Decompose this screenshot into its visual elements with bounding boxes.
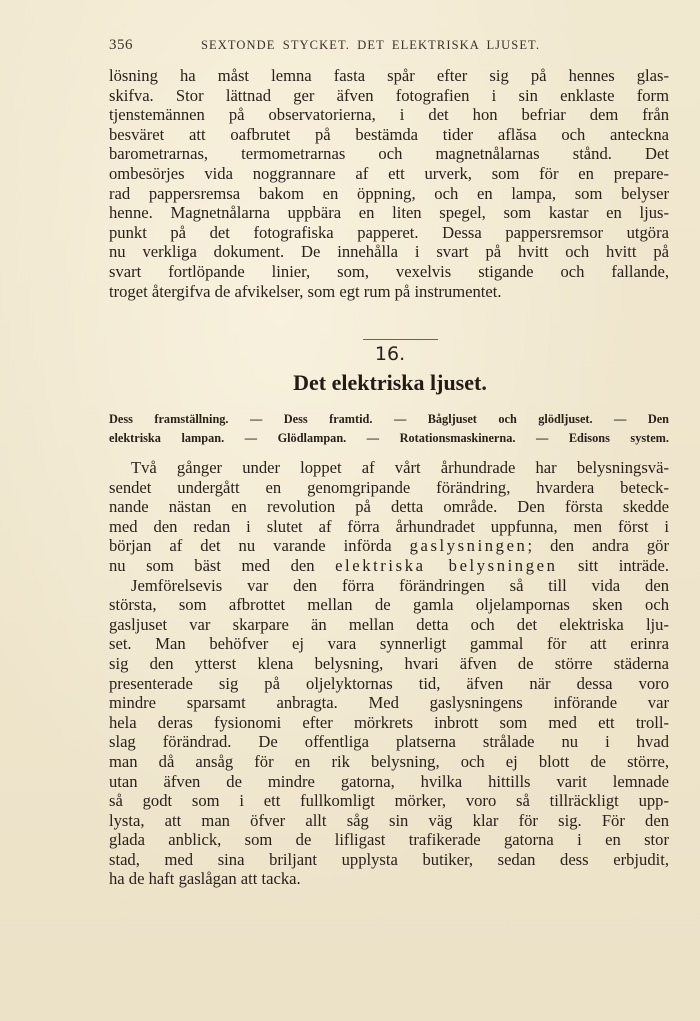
text-line: presenterade sig på oljelyktornas tid, äfven när dessa voro — [109, 673, 669, 693]
text-line: utan äfven de mindre gatorna, hvilka hittills varit lemnade — [109, 771, 669, 791]
text-line: tjenstemännen på observatorierna, i det hon befriar dem från — [109, 105, 669, 125]
text-line: henne. Magnetnålarna uppbära en liten spegel, som kastar en ljus- — [109, 203, 669, 223]
text-line: glada anblick, som de lifligast trafikerade gatorna i en stor — [109, 830, 669, 850]
text-line: nu verkliga dokument. De innehålla i svart på hvitt och hvitt på — [109, 242, 669, 262]
text-line: ha de haft gaslågan att tacka. — [109, 869, 301, 889]
text-line-content: Två gånger under loppet af vårt århundrade har belysningsvä- — [131, 458, 669, 477]
text-line: nande nästan en revolution på detta område. Den första skedde — [109, 497, 669, 517]
text-line: slag förändrad. De offentliga platserna strålade nu i hvad — [109, 732, 669, 752]
text-line — [109, 536, 669, 556]
text-line: rad pappersremsa bakom en öppning, och en lampa, som belyser — [109, 183, 669, 203]
emphasized-term: elektriska belysningen — [335, 555, 558, 575]
section-body — [109, 458, 669, 889]
text-line: gasljuset var skarpare än mellan detta och det elektriska lju- — [109, 614, 669, 634]
text-line: skifva. Stor lättnad ger äfven fotografien i sin enklaste form — [109, 85, 669, 105]
section-divider — [363, 339, 438, 340]
text-line: ombesörjes vida noggrannare af ett urverk, som för en prepare- — [109, 163, 669, 183]
text-line — [109, 556, 669, 576]
text-line: hela deras fysionomi efter mörkrets inbrott som med ett troll- — [109, 712, 669, 732]
text-segment: början af det nu varande införda — [109, 536, 410, 556]
text-line-content: Jemförelsevis var den förra förändringen så till vida den — [131, 575, 669, 595]
text-segment: ; den andra gör — [527, 536, 669, 556]
text-line: stad, med sina briljant upplysta butiker, sedan dess erbjudit, — [109, 849, 669, 869]
text-line — [109, 576, 669, 596]
summary-line: elektriska lampan. — Glödlampan. — Rotationsmaskinerna. — Edisons system. — [109, 431, 669, 445]
text-line — [109, 458, 669, 478]
text-line: svart fortlöpande linier, som, vexelvis stigande och fallande, — [109, 261, 669, 281]
summary-line: Dess framställning. — Dess framtid. — Bågljuset och glödljuset. — Den — [109, 412, 669, 426]
paragraph-continued — [109, 66, 669, 301]
text-line: man då ansåg för en rik belysning, och ej blott de större, — [109, 751, 669, 771]
emphasized-term: gaslysningen — [409, 536, 528, 556]
text-line: punkt på det fotografiska papperet. Dessa pappersremsor utgöra — [109, 222, 669, 242]
text-line: med den redan i slutet af förra århundradet uppfunna, men först i — [109, 516, 669, 536]
running-head-title: SEXTONDE STYCKET. DET ELEKTRISKA LJUSET. — [201, 38, 541, 52]
section-summary — [109, 410, 669, 448]
section-title: Det elektriska ljuset. — [293, 370, 487, 395]
text-line: set. Man behöfver ej vara synnerligt gammal för att erinra — [109, 634, 669, 654]
text-segment: nu som bäst med den — [109, 555, 336, 575]
text-line: troget återgifva de afvikelser, som egt rum på instrumentet. — [109, 281, 502, 301]
text-line: sendet undergått en genomgripande förändring, hvardera beteck- — [109, 477, 669, 497]
text-line: lysta, att man öfver allt såg sin väg klar för sig. För den — [109, 810, 669, 830]
text-line: sig den ytterst klena belysning, hvari äfven de större städerna — [109, 653, 669, 673]
text-line: barometrarnas, termometrarnas och magnetnålarnas stånd. Det — [109, 144, 669, 164]
text-line: största, som afbrottet mellan de gamla oljelampornas sken och — [109, 595, 669, 615]
text-line: besväret att oafbrutet på bestämda tider aflăsa och anteckna — [109, 124, 669, 144]
text-line: lösning ha måst lemna fasta spår efter sig på hennes glas- — [109, 66, 669, 85]
text-line: så godt som i ett fullkomligt mörker, voro så tillräckligt upp- — [109, 791, 669, 811]
text-line: mindre sparsamt anbragta. Med gaslysningens införande var — [109, 693, 669, 713]
running-head — [109, 37, 669, 57]
section-number: 16. — [374, 343, 406, 365]
text-segment: sitt inträde. — [557, 555, 669, 575]
page-number: 356 — [109, 37, 133, 53]
